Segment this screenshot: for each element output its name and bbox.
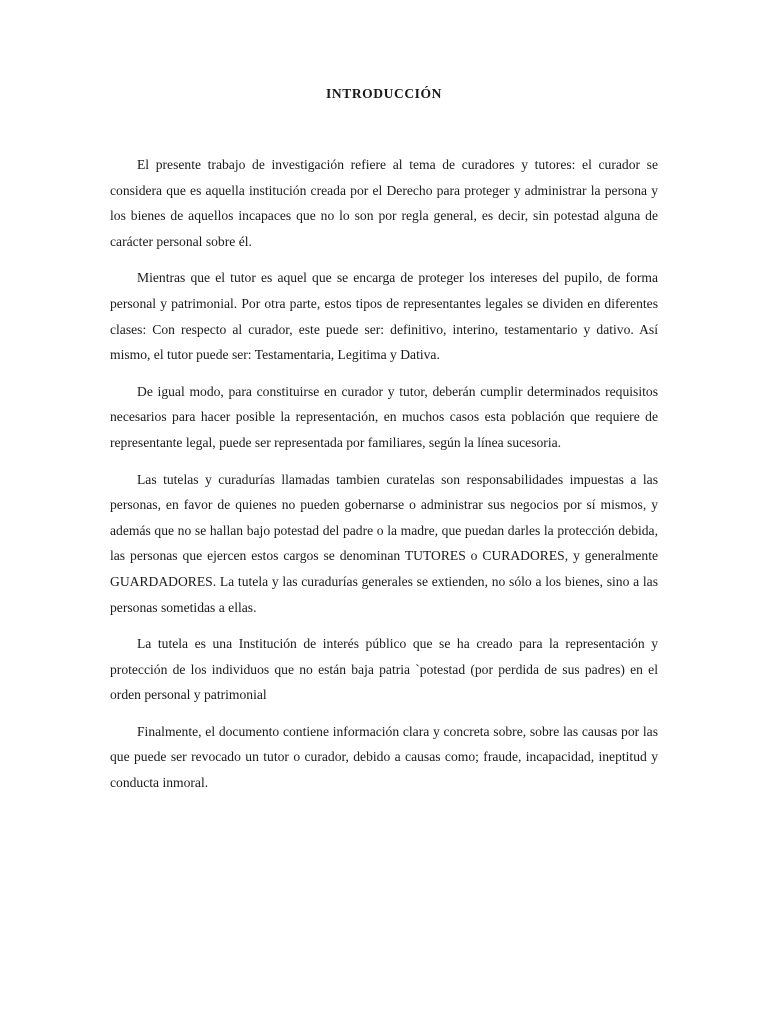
paragraph-1: El presente trabajo de investigación refiere al tema de curadores y tutores: el curador se considera que es aquella institución creada por el Derecho para proteger y administrar la persona y los bienes de aquellos incapaces que no lo son por regla general, es decir, sin potestad alguna de carácter personal sobre él. — [110, 157, 658, 249]
document-body — [110, 152, 658, 807]
paragraph-5: La tutela es una Institución de interés público que se ha creado para la representación y protección de los individuos que no están baja patria `potestad (por perdida de sus padres) en el orden personal y patrimonial — [110, 636, 658, 703]
paragraph-3: De igual modo, para constituirse en curador y tutor, deberán cumplir determinados requisitos necesarios para hacer posible la representación, en muchos casos esta población que requiere de representante legal, puede ser representada por familiares, según la línea sucesoria. — [110, 383, 658, 450]
paragraph-4: Las tutelas y curadurías llamadas tambien curatelas son responsabilidades impuestas a las personas, en favor de quienes no pueden gobernarse o administrar sus negocios por sí mismos, y además que no se hallan bajo potestad del padre o la madre, que puedan darles la protección debida, las personas que ejercen estos cargos se denominan TUTORES o CURADORES, y generalmente GUARDADORES. La tutela y las curadurías generales se extienden, no sólo a los bienes, sino a las personas sometidas a ellas. — [110, 471, 658, 615]
paragraph-6: Finalmente, el documento contiene información clara y concreta sobre, sobre las causas por las que puede ser revocado un tutor o curador, debido a causas como; fraude, incapacidad, ineptitud y conducta inmoral. — [110, 723, 658, 791]
page-title: INTRODUCCIÓN — [326, 86, 442, 101]
paragraph-2: Mientras que el tutor es aquel que se encarga de proteger los intereses del pupilo, de forma personal y patrimonial. Por otra parte, estos tipos de representantes legales se dividen en diferentes clases: Con respecto al curador, este puede ser: definitivo, interino, testamentario y dativo. Así mismo, el tutor puede ser: Testamentaria, Legitima y Dativa. — [110, 270, 658, 363]
